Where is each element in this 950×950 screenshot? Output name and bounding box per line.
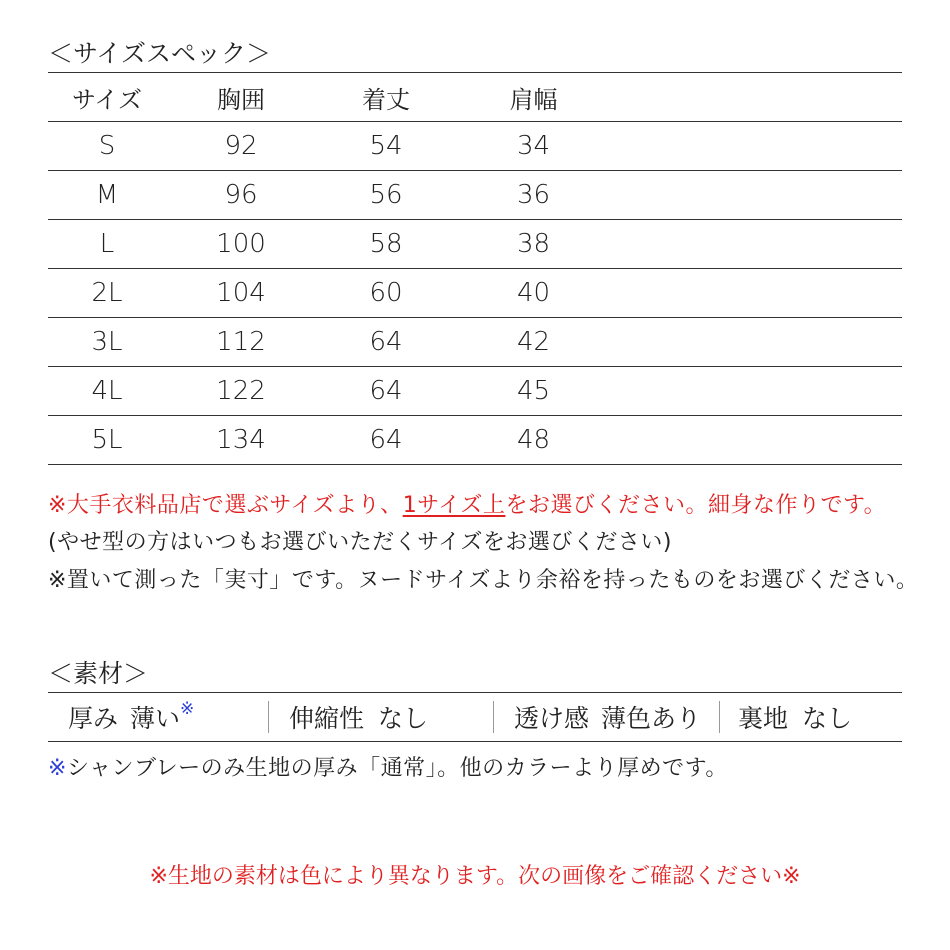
cell-chest: 112 <box>166 318 316 367</box>
cell-size: 2L <box>48 269 166 318</box>
table-row <box>48 416 902 465</box>
slim-note: (やせ型の方はいつもお選びいただくサイズをお選びください) <box>48 530 672 555</box>
cell-shoulder: 40 <box>456 269 611 318</box>
table-row <box>48 269 902 318</box>
fit-note <box>48 488 886 519</box>
cell-shoulder: 36 <box>456 171 611 220</box>
cell-chest: 96 <box>166 171 316 220</box>
cell-size: 4L <box>48 367 166 416</box>
cell-size: 5L <box>48 416 166 465</box>
lining-label: 裏地 <box>738 704 789 733</box>
header-shoulder: 肩幅 <box>456 73 611 122</box>
stretch-label: 伸縮性 <box>289 704 365 733</box>
header-size: サイズ <box>48 73 166 122</box>
table-row <box>48 220 902 269</box>
table-row <box>48 318 902 367</box>
fabric-color-note: ※生地の素材は色により異なります。次の画像をご確認ください※ <box>149 864 801 889</box>
cell-shoulder: 38 <box>456 220 611 269</box>
cell-chest: 104 <box>166 269 316 318</box>
material-lining <box>720 693 852 741</box>
header-chest: 胸囲 <box>166 73 316 122</box>
cell-shoulder: 34 <box>456 122 611 171</box>
material-title: ＜素材＞ <box>48 659 149 688</box>
thickness-value: 薄い <box>130 704 181 733</box>
cell-length: 64 <box>316 318 456 367</box>
material-note <box>48 751 728 782</box>
cell-length: 56 <box>316 171 456 220</box>
cell-size: 3L <box>48 318 166 367</box>
material-thickness <box>48 693 268 741</box>
measurement-note: ※置いて測った「実寸」です。ヌードサイズより余裕を持ったものをお選びください。 <box>48 568 919 593</box>
cell-length: 54 <box>316 122 456 171</box>
sheer-value: 薄色あり <box>601 704 702 733</box>
material-table <box>48 692 902 742</box>
size-spec-table <box>48 72 902 465</box>
sheer-label: 透け感 <box>514 704 590 733</box>
material-sheer <box>494 693 719 741</box>
header-length: 着丈 <box>316 73 456 122</box>
table-row <box>48 122 902 171</box>
cell-length: 60 <box>316 269 456 318</box>
size-spec-header-row <box>48 73 902 122</box>
cell-length: 64 <box>316 367 456 416</box>
cell-chest: 122 <box>166 367 316 416</box>
fit-note-text-b: をお選びください。細身な作りです。 <box>505 493 887 518</box>
fit-note-emphasis: 1サイズ上 <box>402 493 506 518</box>
cell-shoulder: 45 <box>456 367 611 416</box>
thickness-mark: ※ <box>180 699 195 719</box>
table-row <box>48 171 902 220</box>
cell-chest: 134 <box>166 416 316 465</box>
table-row <box>48 367 902 416</box>
cell-shoulder: 42 <box>456 318 611 367</box>
cell-shoulder: 48 <box>456 416 611 465</box>
cell-length: 64 <box>316 416 456 465</box>
size-spec-title: ＜サイズスペック＞ <box>48 39 272 68</box>
material-note-mark: ※ <box>48 756 67 781</box>
stretch-value: なし <box>378 704 429 733</box>
cell-size: M <box>48 171 166 220</box>
cell-length: 58 <box>316 220 456 269</box>
cell-chest: 92 <box>166 122 316 171</box>
lining-value: なし <box>802 704 853 733</box>
thickness-label: 厚み <box>68 704 119 733</box>
material-stretch <box>269 693 493 741</box>
cell-size: L <box>48 220 166 269</box>
material-note-text: シャンブレーのみ生地の厚み「通常」。他のカラーより厚めです。 <box>66 756 728 781</box>
fit-note-text-a: ※大手衣料品店で選ぶサイズより、 <box>48 493 403 518</box>
header-empty <box>611 73 902 122</box>
cell-chest: 100 <box>166 220 316 269</box>
cell-size: S <box>48 122 166 171</box>
